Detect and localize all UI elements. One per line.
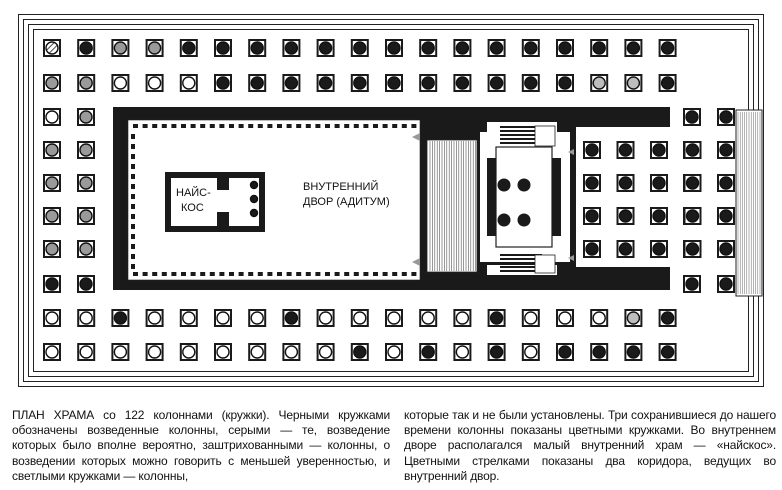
column-light — [317, 343, 335, 361]
column-black — [624, 343, 642, 361]
column-black — [717, 207, 735, 225]
column-black — [282, 39, 300, 57]
column-black — [453, 74, 471, 92]
column-black — [617, 141, 635, 159]
column-light — [522, 343, 540, 361]
column-light — [43, 309, 61, 327]
court-label-line2: ДВОР (АДИТУМ) — [303, 196, 390, 208]
column-light — [282, 343, 300, 361]
column-light — [248, 309, 266, 327]
column-black — [43, 275, 61, 293]
column-black — [624, 39, 642, 57]
column-black — [351, 74, 369, 92]
column-black — [214, 39, 232, 57]
column-black — [684, 240, 702, 258]
column-color — [624, 309, 642, 327]
column-light — [214, 343, 232, 361]
column-black — [419, 39, 437, 57]
column-light — [43, 108, 61, 126]
column-light — [590, 309, 608, 327]
column-black — [498, 179, 511, 192]
column-black — [249, 208, 259, 218]
column-light — [180, 74, 198, 92]
column-black — [590, 39, 608, 57]
column-black — [77, 275, 95, 293]
column-black — [419, 343, 437, 361]
column-black — [488, 74, 506, 92]
column-gray — [111, 39, 129, 57]
column-black — [453, 39, 471, 57]
column-black — [317, 74, 335, 92]
column-black — [249, 180, 259, 190]
column-light — [111, 343, 129, 361]
column-light — [385, 343, 403, 361]
porch — [487, 147, 561, 247]
column-black — [248, 74, 266, 92]
caption-right-text: которые так и не были установлены. Три сохранившиеся до нашего времени колонны показаны цветными кружками. Во внутреннем дворе располагался малый внутренний храм — «найскос». Цветными стрелками показаны два коридора, ведущих во внутренний двор. — [404, 408, 776, 483]
column-black — [583, 141, 601, 159]
column-black — [590, 343, 608, 361]
column-light — [77, 343, 95, 361]
column-black — [282, 74, 300, 92]
column-light — [453, 343, 471, 361]
column-black — [684, 174, 702, 192]
column-light — [419, 309, 437, 327]
column-black — [650, 141, 668, 159]
column-light — [43, 343, 61, 361]
column-gray — [43, 74, 61, 92]
column-black — [659, 39, 677, 57]
column-black — [522, 74, 540, 92]
column-black — [518, 179, 531, 192]
column-black — [583, 240, 601, 258]
column-light — [214, 309, 232, 327]
column-black — [488, 39, 506, 57]
column-black — [249, 194, 259, 204]
column-black — [717, 240, 735, 258]
column-black — [684, 141, 702, 159]
column-gray — [43, 141, 61, 159]
column-black — [214, 74, 232, 92]
column-black — [351, 39, 369, 57]
column-gray — [77, 174, 95, 192]
column-black — [385, 74, 403, 92]
column-black — [659, 74, 677, 92]
column-gray — [77, 108, 95, 126]
column-black — [248, 39, 266, 57]
column-black — [583, 174, 601, 192]
column-black — [556, 74, 574, 92]
column-light — [317, 309, 335, 327]
column-black — [717, 108, 735, 126]
column-black — [77, 39, 95, 57]
caption-right — [404, 408, 776, 484]
column-black — [385, 39, 403, 57]
column-black — [180, 39, 198, 57]
column-black — [351, 343, 369, 361]
column-black — [317, 39, 335, 57]
column-black — [717, 275, 735, 293]
column-light — [180, 309, 198, 327]
column-black — [650, 207, 668, 225]
column-light — [248, 343, 266, 361]
column-hatched — [43, 39, 61, 57]
column-black — [556, 343, 574, 361]
column-light — [111, 74, 129, 92]
column-light — [180, 343, 198, 361]
column-black — [488, 343, 506, 361]
caption-left — [12, 408, 390, 484]
column-gray — [77, 74, 95, 92]
column-gray — [43, 240, 61, 258]
column-black — [650, 240, 668, 258]
column-black — [522, 39, 540, 57]
column-light — [146, 309, 164, 327]
column-black — [518, 214, 531, 227]
column-gray — [77, 240, 95, 258]
column-black — [488, 309, 506, 327]
column-gray — [43, 207, 61, 225]
column-light — [146, 343, 164, 361]
naiskos-label-line1: НАЙС- — [176, 187, 211, 199]
column-black — [717, 141, 735, 159]
column-light — [522, 309, 540, 327]
column-black — [617, 240, 635, 258]
column-black — [683, 275, 701, 293]
column-gray — [43, 174, 61, 192]
column-light — [146, 74, 164, 92]
column-gray — [146, 39, 164, 57]
entrance-stairs — [736, 110, 762, 296]
column-color — [624, 74, 642, 92]
court-label-line1: ВНУТРЕННИЙ — [303, 181, 379, 193]
column-light — [351, 309, 369, 327]
column-black — [556, 39, 574, 57]
column-light — [453, 309, 471, 327]
column-black — [111, 309, 129, 327]
column-black — [617, 174, 635, 192]
column-black — [683, 108, 701, 126]
column-light — [556, 309, 574, 327]
column-black — [650, 174, 668, 192]
column-light — [77, 309, 95, 327]
caption-left-text: ПЛАН ХРАМА со 122 колоннами (кружки). Черными кружками обозначены возведенные колонны, серыми — те, возведение которых было вполне вероятно, заштрихованными — колонны, о возведении которых можно говорить с меньшей уверенностью, и светлыми кружками — колонны, — [12, 408, 390, 483]
column-color — [590, 74, 608, 92]
column-gray — [77, 207, 95, 225]
column-black — [282, 309, 300, 327]
naiskos-label-line2: КОС — [181, 202, 204, 214]
column-black — [684, 207, 702, 225]
column-black — [659, 309, 677, 327]
column-gray — [77, 141, 95, 159]
column-black — [617, 207, 635, 225]
column-black — [717, 174, 735, 192]
column-black — [498, 214, 511, 227]
column-light — [385, 309, 403, 327]
column-black — [419, 74, 437, 92]
column-black — [659, 343, 677, 361]
column-black — [583, 207, 601, 225]
